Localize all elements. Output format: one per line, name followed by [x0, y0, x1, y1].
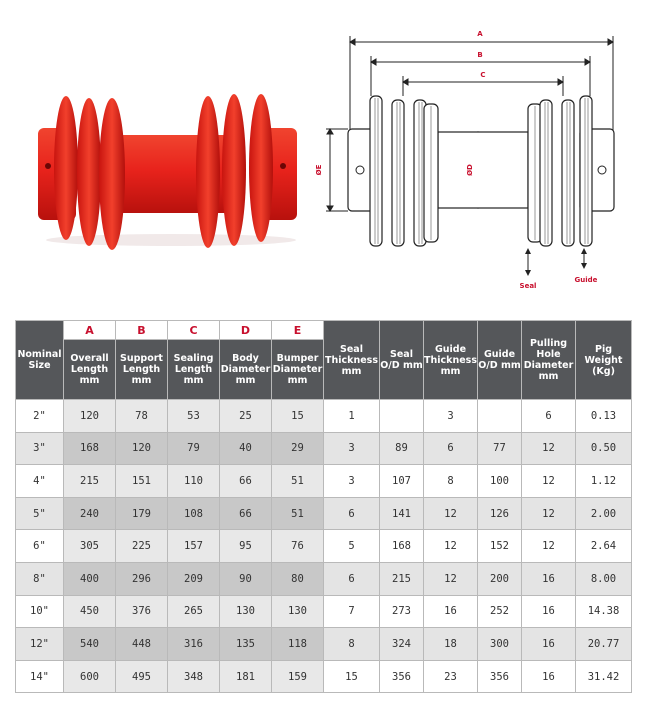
guide-thickness-cell: 12 — [424, 530, 478, 563]
sealing-length-cell: 209 — [168, 562, 220, 595]
table-row — [16, 530, 632, 563]
guide-thickness-cell: 8 — [424, 465, 478, 498]
table-row — [16, 628, 632, 661]
bumper-diameter-cell: 118 — [272, 628, 324, 661]
pig-weight-cell: 8.00 — [576, 562, 632, 595]
dim-label-a: A — [477, 30, 483, 38]
guide-od-cell: 152 — [478, 530, 522, 563]
bumper-diameter-cell: 80 — [272, 562, 324, 595]
seal-thickness-cell: 6 — [324, 497, 380, 530]
guide-od-cell: 126 — [478, 497, 522, 530]
body-diameter-cell: 135 — [220, 628, 272, 661]
bumper-diameter-cell: 51 — [272, 497, 324, 530]
specification-table — [15, 320, 632, 693]
pig-weight-cell: 2.00 — [576, 497, 632, 530]
pulling-hole-diameter-cell: 16 — [522, 562, 576, 595]
bumper-diameter-cell: 76 — [272, 530, 324, 563]
sealing-length-cell: 316 — [168, 628, 220, 661]
body-diameter-cell: 66 — [220, 465, 272, 498]
bumper-diameter-cell: 15 — [272, 400, 324, 433]
guide-thickness-cell: 12 — [424, 562, 478, 595]
sealing-length-cell: 53 — [168, 400, 220, 433]
seal-thickness-cell: 7 — [324, 595, 380, 628]
overall-length-cell: 240 — [64, 497, 116, 530]
support-length-cell: 78 — [116, 400, 168, 433]
guide-thickness-cell: 12 — [424, 497, 478, 530]
pulling-hole-diameter-cell: 12 — [522, 497, 576, 530]
pulling-hole-diameter-cell: 16 — [522, 595, 576, 628]
dim-label-e: ØE — [315, 164, 323, 176]
dim-label-d: ØD — [466, 164, 474, 176]
nominal-size-cell: 14" — [16, 660, 64, 693]
seal-thickness-cell: 5 — [324, 530, 380, 563]
pulling-hole-diameter-cell: 12 — [522, 530, 576, 563]
header-letter-b: B — [116, 321, 168, 340]
header-support-length: Support Length mm — [116, 340, 168, 400]
header-pig-weight: Pig Weight (Kg) — [576, 321, 632, 400]
pig-weight-cell: 31.42 — [576, 660, 632, 693]
guide-od-cell: 356 — [478, 660, 522, 693]
support-length-cell: 448 — [116, 628, 168, 661]
overall-length-cell: 215 — [64, 465, 116, 498]
nominal-size-cell: 12" — [16, 628, 64, 661]
body-diameter-cell: 95 — [220, 530, 272, 563]
seal-thickness-cell: 8 — [324, 628, 380, 661]
seal-thickness-cell: 3 — [324, 465, 380, 498]
support-length-cell: 120 — [116, 432, 168, 465]
seal-od-cell: 215 — [380, 562, 424, 595]
table-row — [16, 432, 632, 465]
bumper-diameter-cell: 159 — [272, 660, 324, 693]
pulling-hole-diameter-cell: 12 — [522, 465, 576, 498]
overall-length-cell: 450 — [64, 595, 116, 628]
header-pulling-hole: Pulling Hole Diameter mm — [522, 321, 576, 400]
nominal-size-cell: 2" — [16, 400, 64, 433]
seal-od-cell: 324 — [380, 628, 424, 661]
guide-thickness-cell: 6 — [424, 432, 478, 465]
seal-od-cell: 141 — [380, 497, 424, 530]
pig-weight-cell: 0.13 — [576, 400, 632, 433]
header-sealing-length: Sealing Length mm — [168, 340, 220, 400]
pulling-hole-diameter-cell: 6 — [522, 400, 576, 433]
overall-length-cell: 168 — [64, 432, 116, 465]
body-diameter-cell: 181 — [220, 660, 272, 693]
guide-callout-label: Guide — [574, 276, 598, 284]
header-bumper-diameter: Bumper Diameter mm — [272, 340, 324, 400]
seal-thickness-cell: 15 — [324, 660, 380, 693]
body-diameter-cell: 90 — [220, 562, 272, 595]
seal-od-cell: 273 — [380, 595, 424, 628]
overall-length-cell: 540 — [64, 628, 116, 661]
guide-od-cell — [478, 400, 522, 433]
nominal-size-cell: 6" — [16, 530, 64, 563]
pulling-hole-diameter-cell: 16 — [522, 660, 576, 693]
sealing-length-cell: 157 — [168, 530, 220, 563]
pulling-hole-diameter-cell: 16 — [522, 628, 576, 661]
guide-od-cell: 252 — [478, 595, 522, 628]
pulling-hole-diameter-cell: 12 — [522, 432, 576, 465]
support-length-cell: 296 — [116, 562, 168, 595]
support-length-cell: 225 — [116, 530, 168, 563]
pig-weight-cell: 0.50 — [576, 432, 632, 465]
body-diameter-cell: 40 — [220, 432, 272, 465]
header-body-diameter: Body Diameter mm — [220, 340, 272, 400]
seal-thickness-cell: 1 — [324, 400, 380, 433]
header-letter-d: D — [220, 321, 272, 340]
guide-od-cell: 200 — [478, 562, 522, 595]
seal-od-cell: 89 — [380, 432, 424, 465]
overall-length-cell: 120 — [64, 400, 116, 433]
specification-table-body — [16, 400, 632, 693]
bumper-diameter-cell: 29 — [272, 432, 324, 465]
seal-od-cell: 168 — [380, 530, 424, 563]
support-length-cell: 376 — [116, 595, 168, 628]
header-seal-od: Seal O/D mm — [380, 321, 424, 400]
seal-od-cell — [380, 400, 424, 433]
guide-thickness-cell: 3 — [424, 400, 478, 433]
support-length-cell: 179 — [116, 497, 168, 530]
header-seal-thickness: Seal Thickness mm — [324, 321, 380, 400]
seal-thickness-cell: 6 — [324, 562, 380, 595]
table-row — [16, 400, 632, 433]
guide-thickness-cell: 23 — [424, 660, 478, 693]
sealing-length-cell: 79 — [168, 432, 220, 465]
guide-od-cell: 100 — [478, 465, 522, 498]
header-letter-c: C — [168, 321, 220, 340]
table-row — [16, 562, 632, 595]
nominal-size-cell: 4" — [16, 465, 64, 498]
pig-weight-cell: 20.77 — [576, 628, 632, 661]
table-row — [16, 465, 632, 498]
header-guide-od: Guide O/D mm — [478, 321, 522, 400]
guide-thickness-cell: 18 — [424, 628, 478, 661]
body-diameter-cell: 66 — [220, 497, 272, 530]
nominal-size-cell: 3" — [16, 432, 64, 465]
bumper-diameter-cell: 51 — [272, 465, 324, 498]
nominal-size-cell: 10" — [16, 595, 64, 628]
sealing-length-cell: 348 — [168, 660, 220, 693]
seal-callout-label: Seal — [519, 282, 537, 290]
pig-weight-cell: 14.38 — [576, 595, 632, 628]
table-row — [16, 595, 632, 628]
pig-weight-cell: 2.64 — [576, 530, 632, 563]
seal-od-cell: 107 — [380, 465, 424, 498]
dim-label-b: B — [477, 51, 483, 59]
nominal-size-cell: 8" — [16, 562, 64, 595]
guide-od-cell: 300 — [478, 628, 522, 661]
table-row — [16, 660, 632, 693]
support-length-cell: 151 — [116, 465, 168, 498]
sealing-length-cell: 110 — [168, 465, 220, 498]
header-overall-length: Overall Length mm — [64, 340, 116, 400]
header-nominal-size: Nominal Size — [16, 321, 64, 400]
bumper-diameter-cell: 130 — [272, 595, 324, 628]
pig-weight-cell: 1.12 — [576, 465, 632, 498]
overall-length-cell: 400 — [64, 562, 116, 595]
sealing-length-cell: 108 — [168, 497, 220, 530]
guide-thickness-cell: 16 — [424, 595, 478, 628]
sealing-length-cell: 265 — [168, 595, 220, 628]
nominal-size-cell: 5" — [16, 497, 64, 530]
seal-thickness-cell: 3 — [324, 432, 380, 465]
table-row — [16, 497, 632, 530]
header-letter-e: E — [272, 321, 324, 340]
seal-od-cell: 356 — [380, 660, 424, 693]
header-letter-a: A — [64, 321, 116, 340]
header-guide-thickness: Guide Thickness mm — [424, 321, 478, 400]
guide-od-cell: 77 — [478, 432, 522, 465]
pig-dimension-diagram — [315, 24, 628, 294]
pig-product-photo — [36, 80, 306, 250]
support-length-cell: 495 — [116, 660, 168, 693]
body-diameter-cell: 25 — [220, 400, 272, 433]
overall-length-cell: 305 — [64, 530, 116, 563]
body-diameter-cell: 130 — [220, 595, 272, 628]
overall-length-cell: 600 — [64, 660, 116, 693]
dim-label-c: C — [480, 71, 486, 79]
